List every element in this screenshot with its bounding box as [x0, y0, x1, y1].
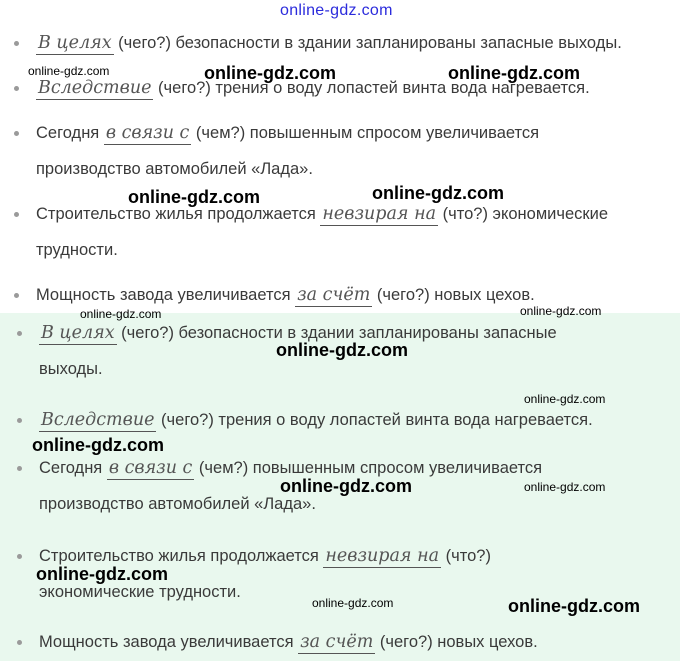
watermark: online-gdz.com — [372, 183, 504, 203]
sentence-text: (что?) — [441, 547, 491, 565]
watermark: online-gdz.com — [280, 476, 412, 496]
sentence-text: Сегодня — [36, 124, 104, 142]
watermark: online-gdz.com — [520, 304, 602, 318]
sentence-text: (чего?) трения о воду лопастей винта вода нагревается. — [153, 79, 590, 97]
watermark: online-gdz.com — [524, 480, 606, 494]
watermark: online-gdz.com — [276, 340, 408, 360]
bullet-icon — [14, 41, 19, 46]
preposition-highlight: невзирая на — [325, 546, 440, 566]
sentence-text: (чем?) повышенным спросом увеличивается — [191, 124, 540, 142]
preposition-highlight: за счёт — [300, 632, 374, 652]
watermark: online-gdz.com — [128, 187, 260, 207]
preposition-highlight: Вследствие — [38, 78, 152, 98]
bullet-icon — [17, 466, 22, 471]
sentence-text: Строительство жилья продолжается — [36, 205, 321, 223]
sentence-text: (чего?) новых цехов. — [372, 286, 535, 304]
bullet-icon — [17, 554, 22, 559]
watermark: online-gdz.com — [32, 435, 164, 455]
bullet-icon — [14, 86, 19, 91]
preposition-highlight: Вследствие — [41, 410, 155, 430]
list-item — [39, 402, 593, 438]
preposition-highlight: в связи с — [108, 458, 193, 478]
bullet-icon — [14, 212, 19, 217]
list-item — [36, 196, 608, 268]
sentence-text: трудности. — [36, 241, 118, 259]
sentence-text: производство автомобилей «Лада». — [39, 495, 316, 513]
preposition-highlight: В целях — [38, 33, 112, 53]
list-item — [39, 624, 538, 660]
watermark: online-gdz.com — [524, 392, 606, 406]
sentence-text: выходы. — [39, 360, 103, 378]
watermark: online-gdz.com — [80, 307, 162, 321]
watermark: online-gdz.com — [28, 64, 110, 78]
bullet-icon — [14, 131, 19, 136]
sentence-text: (чего?) безопасности в здании запланированы запасные — [116, 324, 557, 342]
bullet-icon — [17, 640, 22, 645]
watermark: online-gdz.com — [36, 564, 168, 584]
sentence-text: экономические трудности. — [39, 583, 241, 601]
answer-block-top — [0, 0, 680, 313]
sentence-text: Строительство жилья продолжается — [39, 547, 324, 565]
bullet-icon — [14, 293, 19, 298]
bullet-icon — [17, 418, 22, 423]
watermark: online-gdz.com — [280, 2, 393, 19]
preposition-highlight: в связи с — [105, 123, 190, 143]
sentence-text: (что?) экономические — [438, 205, 609, 223]
sentence-text: Мощность завода увеличивается — [39, 633, 299, 651]
watermark: online-gdz.com — [204, 63, 336, 83]
watermark: online-gdz.com — [448, 63, 580, 83]
preposition-highlight: В целях — [41, 323, 115, 343]
list-item — [36, 25, 622, 61]
sentence-text: Мощность завода увеличивается — [36, 286, 296, 304]
preposition-highlight: невзирая на — [322, 204, 437, 224]
watermark: online-gdz.com — [312, 596, 394, 610]
bullet-icon — [17, 331, 22, 336]
preposition-highlight: за счёт — [297, 285, 371, 305]
sentence-text: производство автомобилей «Лада». — [36, 160, 313, 178]
sentence-text: Сегодня — [39, 459, 107, 477]
sentence-text: (чем?) повышенным спросом увеличивается — [194, 459, 543, 477]
watermark: online-gdz.com — [508, 596, 640, 616]
list-item — [36, 115, 539, 187]
sentence-text: (чего?) трения о воду лопастей винта вода нагревается. — [156, 411, 593, 429]
sentence-text: (чего?) безопасности в здании запланированы запасные выходы. — [113, 34, 622, 52]
sentence-text: (чего?) новых цехов. — [375, 633, 538, 651]
